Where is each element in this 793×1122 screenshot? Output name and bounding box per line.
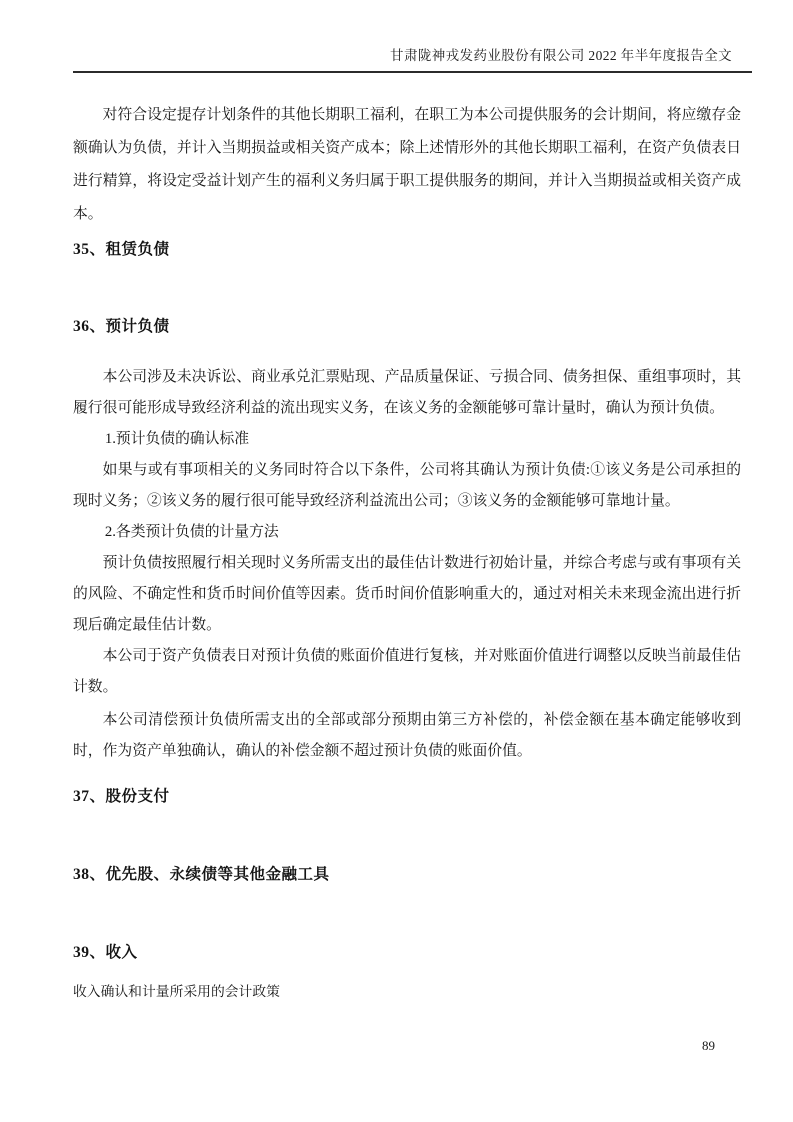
paragraph-text: 本公司涉及未决诉讼、商业承兑汇票贴现、产品质量保证、亏损合同、债务担保、重组事项时，其履行很可能形成导致经济利益的流出现实义务，在该义务的金额能够可靠计量时，确认为预计负债。 [73,369,741,416]
item-2-measurement-title [73,517,741,548]
heading-share-payment: 37、股份支付 [73,788,170,805]
heading-revenue: 39、收入 [73,944,138,961]
paragraph-text: 对符合设定提存计划条件的其他长期职工福利，在职工为本公司提供服务的会计期间，将应缴存金额确认为负债，并计入当期损益或相关资产成本；除上述情形外的其他长期职工福利，在资产负债表日进行精算，将设定受益计划产生的福利义务归属于职工提供服务的期间，并计入当期损益或相关资产成本。 [73,107,741,222]
section-heading-38 [73,865,741,885]
paragraph-text: 如果与或有事项相关的义务同时符合以下条件，公司将其确认为预计负债:①该义务是公司承担的现时义务；②该义务的履行很可能导致经济利益流出公司；③该义务的金额能够可靠地计量。 [73,462,741,509]
paragraph-36-intro [73,362,741,424]
section-heading-35 [73,240,741,260]
subtitle-text: 收入确认和计量所采用的会计政策 [73,984,280,999]
section-heading-39 [73,943,741,963]
paragraph-recognition-criteria [73,455,741,517]
section-heading-37 [73,787,741,807]
paragraph-text: 预计负债按照履行相关现时义务所需支出的最佳估计数进行初始计量，并综合考虑与或有事项有关的风险、不确定性和货币时间价值等因素。货币时间价值影响重大的，通过对相关未来现金流出进行折现后确定最佳估计数。 [73,555,741,633]
page-header: 甘肃陇神戎发药业股份有限公司 2022 年半年度报告全文 [73,44,752,73]
paragraph-measurement-3 [73,705,741,767]
paragraph-text: 本公司于资产负债表日对预计负债的账面价值进行复核，并对账面价值进行调整以反映当前最佳估计数。 [73,648,741,695]
heading-preferred-shares: 38、优先股、永续债等其他金融工具 [73,866,330,883]
section-heading-36 [73,317,741,337]
paragraph-text: 本公司清偿预计负债所需支出的全部或部分预期由第三方补偿的，补偿金额在基本确定能够收到时，作为资产单独确认，确认的补偿金额不超过预计负债的账面价值。 [73,712,741,759]
paragraph-measurement-2 [73,641,741,703]
heading-lease-liabilities: 35、租赁负债 [73,241,170,258]
numbered-item-text: 2.各类预计负债的计量方法 [104,524,279,540]
subtitle-revenue-policy [73,983,741,1001]
paragraph-employee-benefits [73,99,741,231]
heading-estimated-liabilities: 36、预计负债 [73,318,170,335]
page-number: 89 [702,1038,715,1053]
item-1-recognition-title [73,424,741,455]
paragraph-measurement-1 [73,548,741,641]
numbered-item-text: 1.预计负债的确认标准 [104,431,250,447]
